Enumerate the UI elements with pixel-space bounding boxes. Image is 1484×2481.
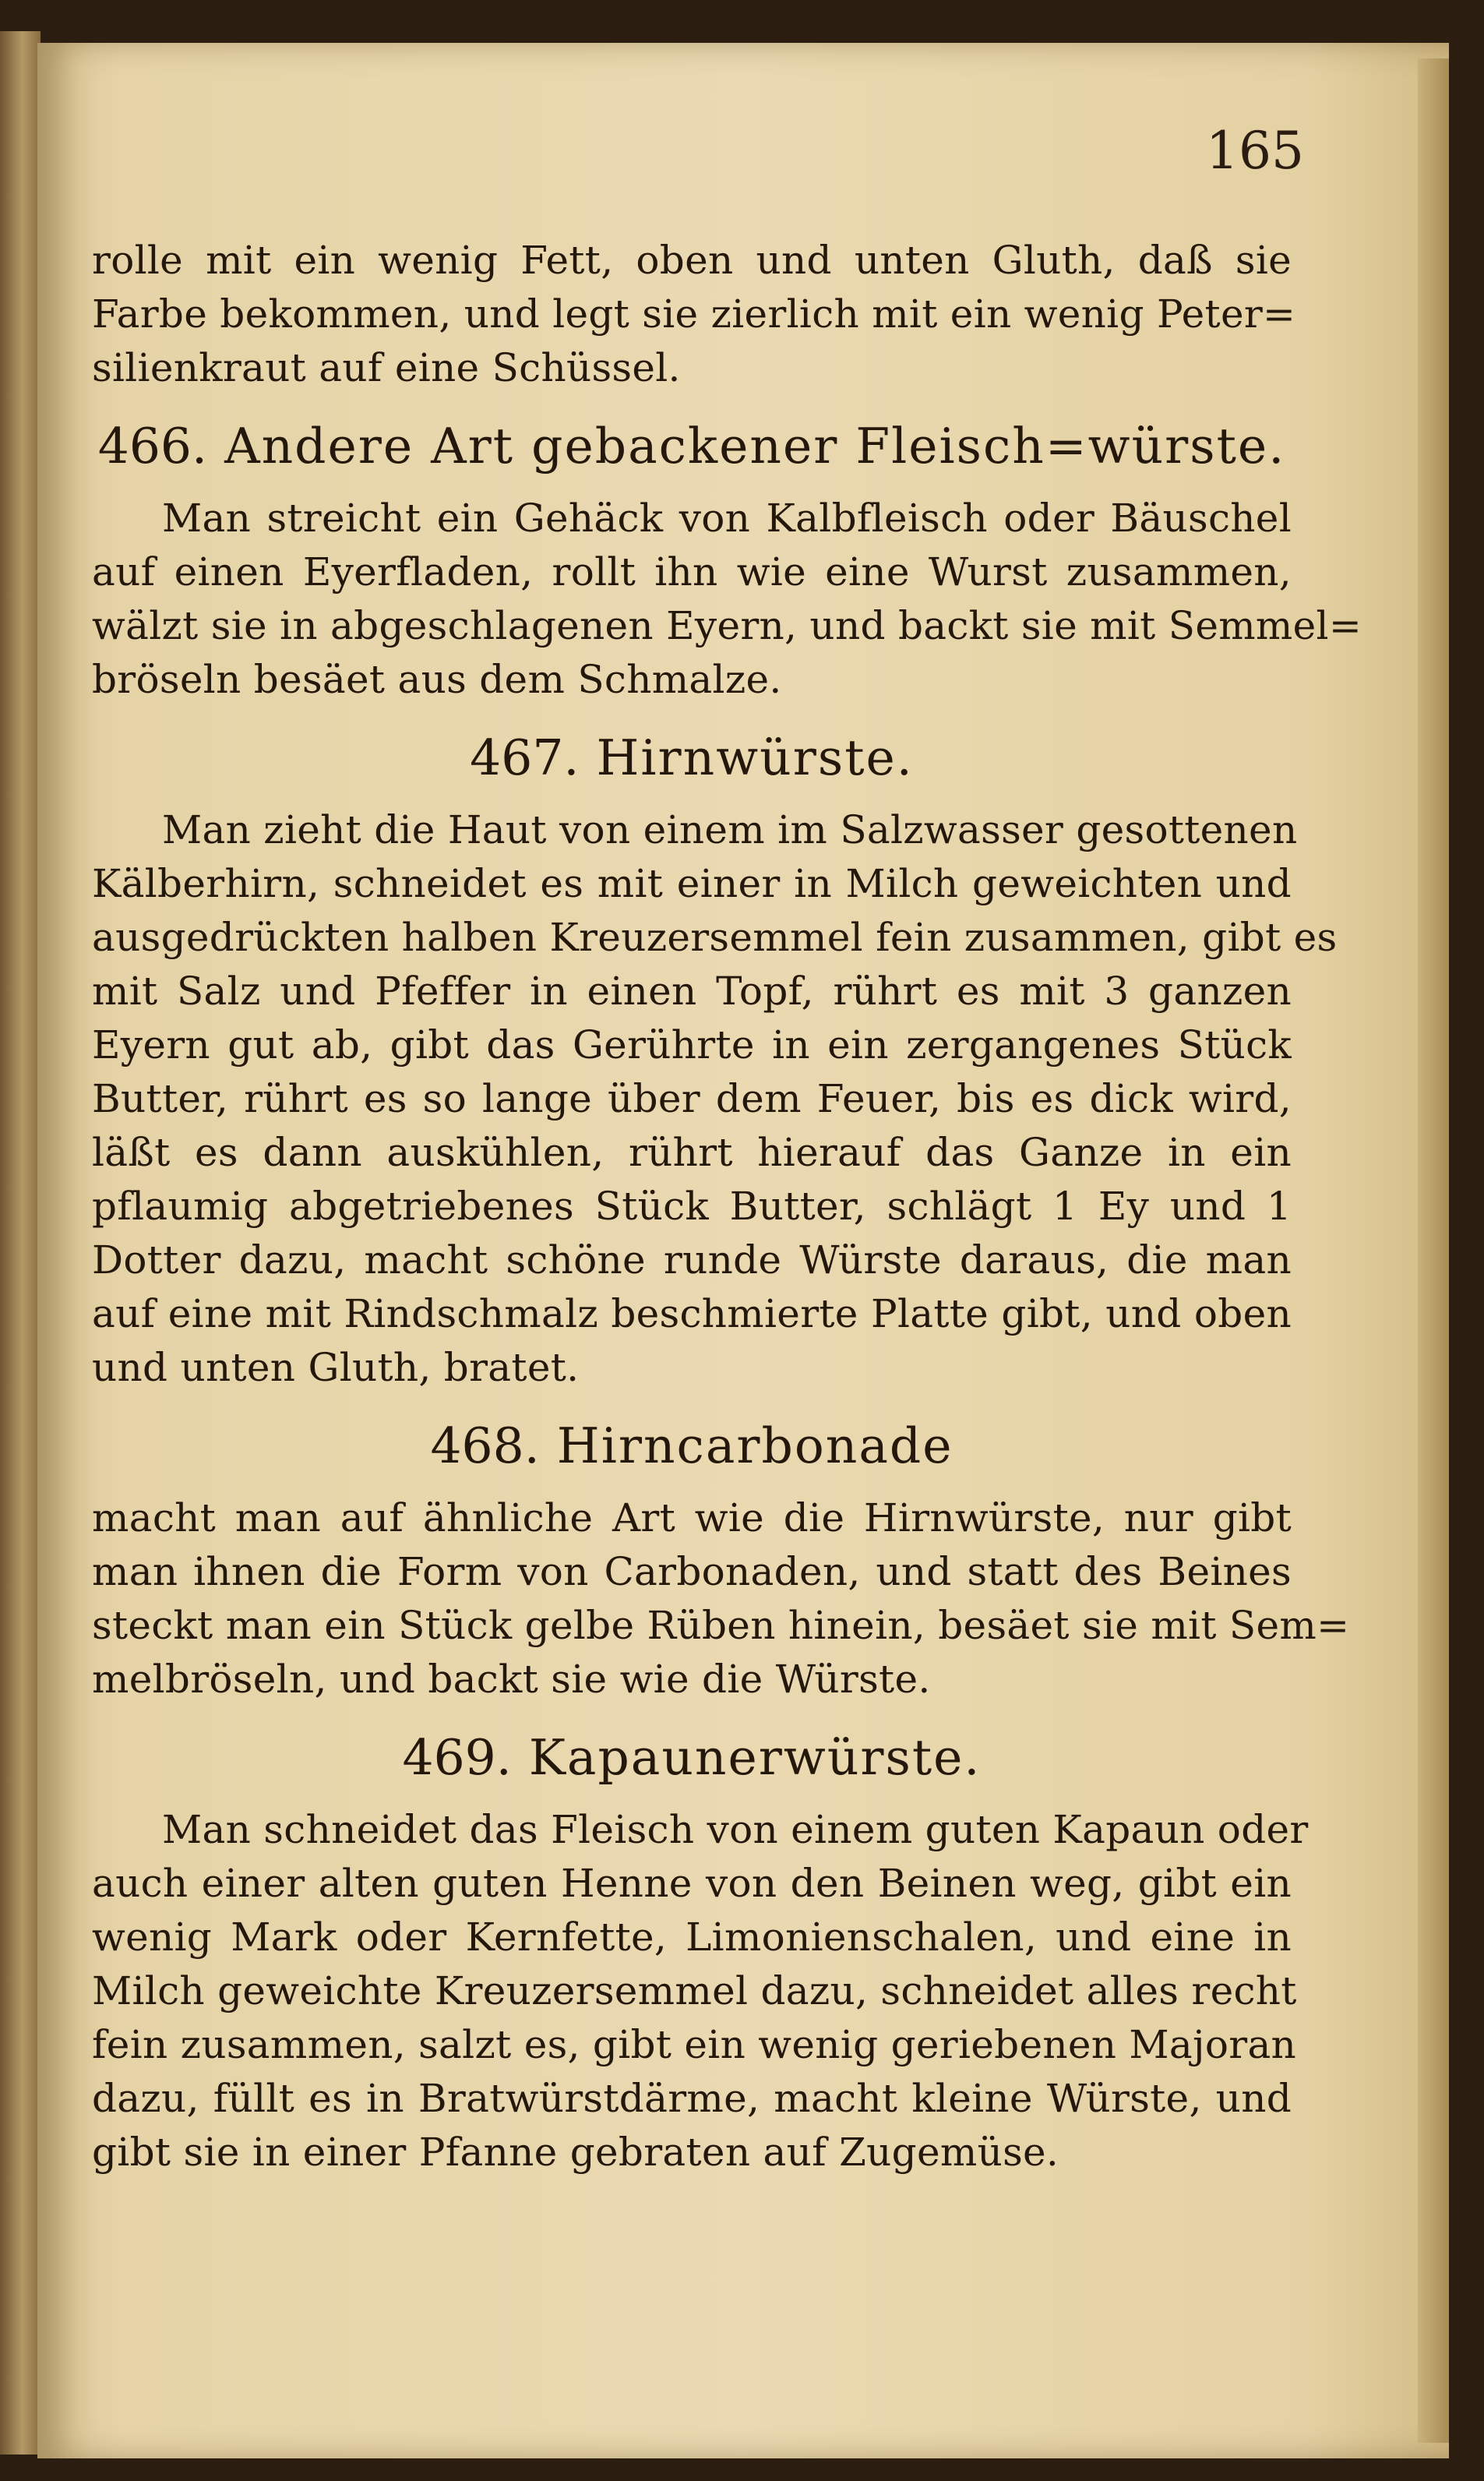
recipe-heading	[92, 724, 1292, 792]
text-line: wälzt sie in abgeschlagenen Eyern, und backt sie mit Semmel=	[92, 603, 1362, 648]
text-line: dazu, füllt es in Bratwürstdärme, macht kleine Würste, und	[92, 2076, 1292, 2121]
recipe-number: 466.	[97, 418, 208, 475]
recipe-468	[92, 1412, 1350, 1706]
recipe-title: Andere Art gebackener Fleisch=würste.	[224, 418, 1286, 475]
page-number: 165	[1206, 121, 1304, 181]
recipe-title: Hirncarbonade	[556, 1417, 953, 1474]
recipe-number: 469.	[402, 1729, 512, 1786]
text-line: pflaumig abgetriebenes Stück Butter, schlägt 1 Ey und 1	[92, 1184, 1292, 1229]
section-continuation	[92, 234, 1296, 395]
text-line: Man zieht die Haut von einem im Salzwasser gesottenen	[162, 807, 1298, 852]
recipe-number: 467.	[470, 729, 580, 786]
text-line: und unten Gluth, bratet.	[92, 1345, 580, 1390]
text-line: Kälberhirn, schneidet es mit einer in Milch geweichten und	[92, 861, 1292, 906]
recipe-466	[92, 412, 1362, 707]
recipe-heading	[92, 1724, 1292, 1792]
text-line: Farbe bekommen, und legt sie zierlich mit ein wenig Peter=	[92, 291, 1296, 337]
text-line: auf einen Eyerfladen, rollt ihn wie eine Wurst zusammen,	[92, 549, 1292, 595]
text-line: macht man auf ähnliche Art wie die Hirnwürste, nur gibt	[92, 1495, 1292, 1540]
text-line: mit Salz und Pfeffer in einen Topf, rührt es mit 3 ganzen	[92, 969, 1292, 1014]
text-line: läßt es dann auskühlen, rührt hierauf das Ganze in ein	[92, 1130, 1292, 1175]
text-line: melbröseln, und backt sie wie die Würste.	[92, 1657, 931, 1702]
text-line: silienkraut auf eine Schüssel.	[92, 345, 681, 390]
text-line: Dotter dazu, macht schöne runde Würste daraus, die man	[92, 1237, 1292, 1283]
text-line: bröseln besäet aus dem Schmalze.	[92, 657, 782, 702]
text-line: fein zusammen, salzt es, gibt ein wenig geriebenen Majoran	[92, 2022, 1297, 2067]
text-line: steckt man ein Stück gelbe Rüben hinein, besäet sie mit Sem=	[92, 1603, 1350, 1648]
text-line: man ihnen die Form von Carbonaden, und statt des Beines	[92, 1549, 1292, 1594]
text-line: rolle mit ein wenig Fett, oben und unten Gluth, daß sie	[92, 238, 1292, 283]
text-line: Butter, rührt es so lange über dem Feuer, bis es dick wird,	[92, 1076, 1292, 1121]
text-line: Man schneidet das Fleisch von einem guten Kapaun oder	[162, 1807, 1309, 1852]
text-line: Eyern gut ab, gibt das Gerührte in ein zergangenes Stück	[92, 1022, 1292, 1068]
text-line: wenig Mark oder Kernfette, Limonienschalen, und eine in	[92, 1915, 1292, 1960]
recipe-heading	[92, 1412, 1292, 1480]
text-line: Milch geweichte Kreuzersemmel dazu, schneidet alles recht	[92, 1968, 1297, 2013]
text-line: auf eine mit Rindschmalz beschmierte Platte gibt, und oben	[92, 1291, 1292, 1336]
recipe-heading	[92, 412, 1292, 481]
recipe-467	[92, 724, 1338, 1395]
text-line: auch einer alten guten Henne von den Beinen weg, gibt ein	[92, 1861, 1292, 1906]
recipe-title: Hirnwürste.	[596, 729, 914, 786]
page-edge-shadow	[1418, 58, 1449, 2443]
text-block	[92, 234, 1362, 2179]
recipe-title: Kapaunerwürste.	[528, 1729, 982, 1786]
previous-page-edge	[0, 31, 41, 2455]
recipe-number: 468.	[430, 1417, 540, 1474]
text-line: Man streicht ein Gehäck von Kalbfleisch oder Bäuschel	[162, 496, 1292, 541]
text-line: gibt sie in einer Pfanne gebraten auf Zugemüse.	[92, 2130, 1059, 2175]
recipe-469	[92, 1724, 1309, 2179]
text-line: ausgedrückten halben Kreuzersemmel fein zusammen, gibt es	[92, 915, 1338, 960]
